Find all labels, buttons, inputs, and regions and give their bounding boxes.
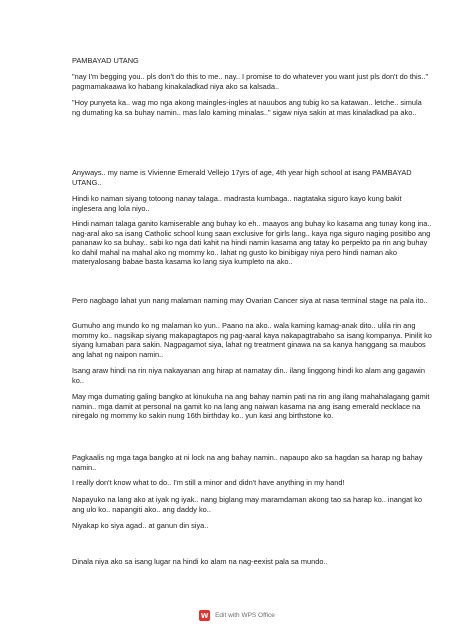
paragraph-14: Dinala niya ako sa isang lugar na hindi ko alam na nag-eexist pala sa mundo..	[72, 557, 328, 566]
paragraph-11: I really don't know what to do.. I'm still a minor and didn't have anything in my hand!	[72, 478, 345, 487]
paragraph-13: Niyakap ko siya agad.. at ganun din siya..	[72, 521, 209, 530]
wps-office-icon: W	[200, 611, 209, 620]
paragraph-10: Pagkaalis ng mga taga bangko at ni lock na ang bahay namin.. napaupo ako sa hagdan sa harap ng bahay namin..	[72, 453, 423, 472]
document-title: PAMBAYAD UTANG	[72, 56, 139, 65]
paragraph-12: Napayuko na lang ako at iyak ng iyak.. nang biglang may maramdaman akong tao sa harap ko.. inangat ko ang ulo ko.. napangiti ako.. ang daddy ko..	[72, 495, 423, 514]
paragraph-8: Isang araw hindi na rin niya nakayanan ang hirap at namatay din.. ilang linggong hindi ko alam ang gagawin ko..	[72, 366, 425, 385]
paragraph-3: Anyways.. my name is Vivienne Emerald Vellejo 17yrs of age, 4th year high school at isang PAMBAYAD UTANG..	[72, 168, 412, 187]
paragraph-5: Hindi naman talaga ganito kamiserable ang buhay ko eh.. maayos ang buhay ko kasama ang tunay kong ina.. nag-aral ako sa isang Catholic school kung saan exclusive for girls lang.. kaya nga siguro naging positibo ang pananaw ko sa buhay.. sabi ko nga dati kahit na hindi namin kasama ang tatay ko perpekto pa rin ang buhay ko dahil mahal na mahal ako ng mommy ko.. lahat ng gusto ko binibigay niya pero hindi naman ako materyalosang babae basta kasama ko lang siya kumpleto na ako..	[72, 219, 432, 267]
edit-with-wps-label[interactable]: Edit with WPS Office	[215, 612, 275, 619]
paragraph-4: Hindi ko naman siyang totoong nanay talaga.. madrasta kumbaga.. nagtataka siguro kayo kung bakit inglesera ang lola niyo..	[72, 194, 402, 213]
paragraph-6: Pero nagbago lahat yun nang malaman naming may Ovarian Cancer siya at nasa terminal stage na pala ito..	[72, 296, 428, 305]
paragraph-2: "Hoy punyeta ka.. wag mo nga akong maingles-ingles at nauubos ang tubig ko sa katawan.. letche.. simula ng dumating ka sa buhay namin.. mas lalo kaming minalas.." sigaw niya sakin at mas kinaladkad pa ako..	[72, 98, 422, 117]
wps-footer[interactable]	[0, 610, 474, 621]
paragraph-7: Gumuho ang mundo ko ng malaman ko yun.. Paano na ako.. wala kaming kamag-anak dito.. ulila rin ang mommy ko.. nagsikap siyang makapagtapos ng pag-aaral kaya nakapagtrabaho sa isang kompanya. Pinilit ko siyang lumaban para sakin. Nagpagamot siya, lahat ng treatment ginawa na sa kanya hanggang sa maubos ang lahat ng naipon namin..	[72, 321, 432, 359]
paragraph-1: "nay I'm begging you.. pls don't do this to me.. nay.. I promise to do whatever you want just pls don't do this.." pagmamakaawa ko habang kinakaladkad niya ako sa kalsada..	[72, 72, 429, 91]
paragraph-9: May mga dumating galing bangko at kinukuha na ang bahay namin pati na rin ang ilang mahahalagang gamit namin.. mga damit at personal na gamit ko na lang ang naiwan kasama na ang isang emerald necklace na niregalo ng mommy ko sakin nung 16th birthday ko.. yun kasi ang birthstone ko.	[72, 392, 430, 421]
